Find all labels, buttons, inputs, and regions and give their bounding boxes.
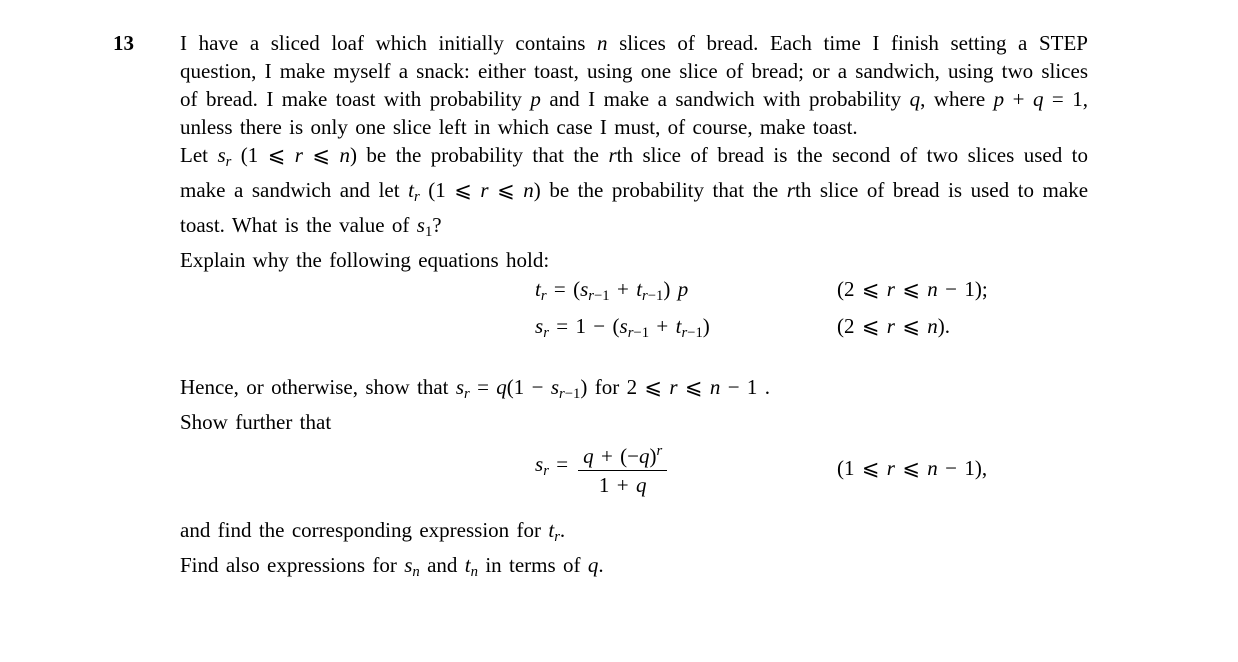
equation-tr: tr = (sr−1 + tr−1) p [535, 277, 689, 305]
equation-block [180, 274, 1088, 348]
equation-tr-condition: (2 ⩽ r ⩽ n − 1); [837, 277, 988, 302]
fraction-numerator: $q + (-q)^r$ [583, 442, 663, 468]
paragraph-hence: Hence, or otherwise, show that sr = q(1 − sr−1) for 2 ⩽ r ⩽ n − 1 . [180, 374, 771, 402]
equation-sr-condition: (2 ⩽ r ⩽ n). [837, 314, 951, 339]
paragraph-explain-equations: Explain why the following equations hold: [180, 248, 550, 273]
display-equation [180, 436, 1088, 500]
paragraph-intro: I have a sliced loaf which initially contains n slices of bread. Each time I finish setting a STEP question, I make myself a snack: either toast, using one slice of bread; or a sandwich, using two slices of bread. I make toast with probability p and I make a sandwich with probability q, where p + q = 1, unless there is only one slice left in which case I must, of course, make toast. [180, 31, 1088, 139]
fraction [578, 438, 667, 498]
paragraph-definitions: Let sr (1 ⩽ r ⩽ n) be the probability that the rth slice of bread is the second of two slices used to make a sandwich and let tr (1 ⩽ r ⩽ n) be the probability that the rth slice of bread is used to make toast. What is the value of s1? [180, 143, 1089, 241]
paragraph-find-sn-tn: Find also expressions for sn and tn in terms of q. [180, 552, 604, 580]
question-content [180, 29, 1088, 586]
equation-row-sr [180, 311, 1088, 348]
display-equation-condition: (1 ⩽ r ⩽ n − 1), [837, 455, 988, 480]
question-number: 13 [113, 31, 134, 55]
paragraph-show-further: Show further that [180, 409, 332, 434]
fraction-denominator: 1 + q [578, 470, 667, 498]
equation-row-tr [180, 274, 1088, 311]
paragraph-find-tr: and find the corresponding expression for tr. [180, 517, 566, 545]
display-equation-lhs: sr = [535, 452, 569, 480]
display-equation-body [535, 436, 667, 500]
equation-sr: sr = 1 − (sr−1 + tr−1) [535, 314, 710, 342]
